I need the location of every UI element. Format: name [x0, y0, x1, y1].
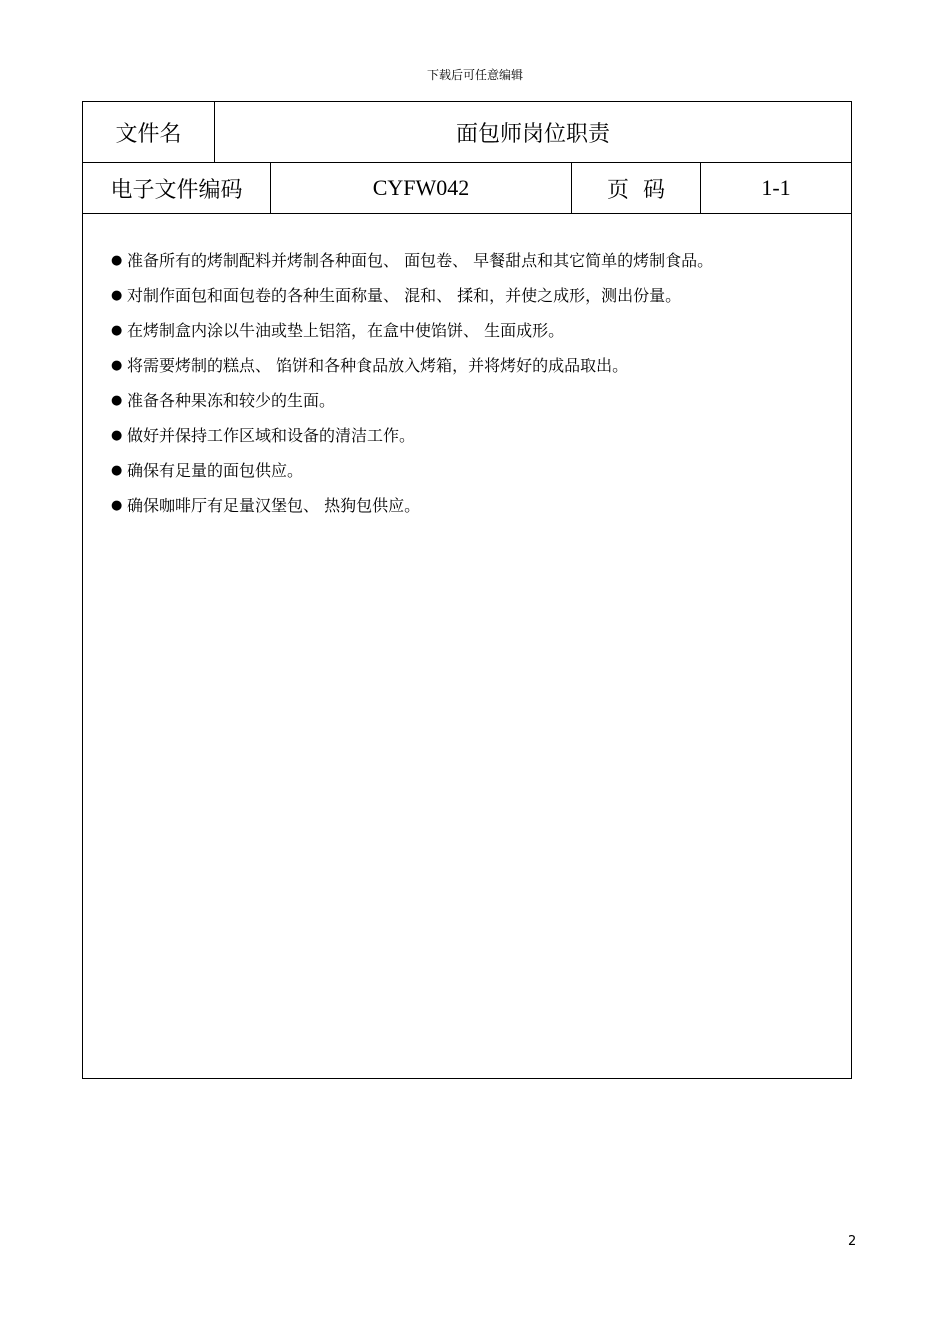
bullet-icon: ●	[111, 253, 123, 268]
duty-text: 准备各种果冻和较少的生面。	[127, 391, 336, 410]
page-number: 2	[848, 1234, 857, 1249]
duty-list	[111, 243, 811, 523]
title-row	[83, 102, 851, 163]
bullet-icon: ●	[111, 463, 123, 478]
duty-text: 在烤制盒内涂以牛油或垫上铝箔，在盒中使馅饼、 生面成形。	[127, 321, 565, 340]
duty-text: 确保咖啡厅有足量汉堡包、 热狗包供应。	[127, 496, 421, 515]
file-name-value: 面包师岗位职责	[214, 102, 851, 162]
bullet-icon: ●	[111, 393, 123, 408]
duty-item	[111, 418, 811, 454]
duty-text: 对制作面包和面包卷的各种生面称量、 混和、 揉和，并使之成形，测出份量。	[127, 286, 682, 305]
bullet-icon: ●	[111, 498, 123, 513]
bullet-icon: ●	[111, 323, 123, 338]
page-value: 1-1	[700, 163, 851, 213]
duty-item	[111, 453, 811, 489]
duty-text: 将需要烤制的糕点、 馅饼和各种食品放入烤箱，并将烤好的成品取出。	[127, 356, 629, 375]
page-label: 页 码	[571, 163, 700, 213]
code-value: CYFW042	[270, 163, 571, 213]
duty-text: 做好并保持工作区域和设备的清洁工作。	[127, 426, 416, 445]
file-name-label: 文件名	[115, 121, 182, 147]
bullet-icon: ●	[111, 358, 123, 373]
code-label: 电子文件编码	[110, 177, 243, 203]
header-note: 下载后可任意编辑	[426, 68, 523, 82]
bullet-icon: ●	[111, 428, 123, 443]
duty-item	[111, 488, 811, 524]
duty-item	[111, 383, 811, 419]
duty-item	[111, 348, 811, 384]
duty-text: 准备所有的烤制配料并烤制各种面包、 面包卷、 早餐甜点和其它简单的烤制食品。	[127, 251, 714, 270]
code-row	[83, 163, 851, 214]
duty-text: 确保有足量的面包供应。	[127, 461, 304, 480]
duties-content	[83, 214, 851, 1078]
document-frame	[82, 101, 852, 1079]
duty-item	[111, 278, 811, 314]
bullet-icon: ●	[111, 288, 123, 303]
duty-item	[111, 243, 811, 279]
duty-item	[111, 313, 811, 349]
